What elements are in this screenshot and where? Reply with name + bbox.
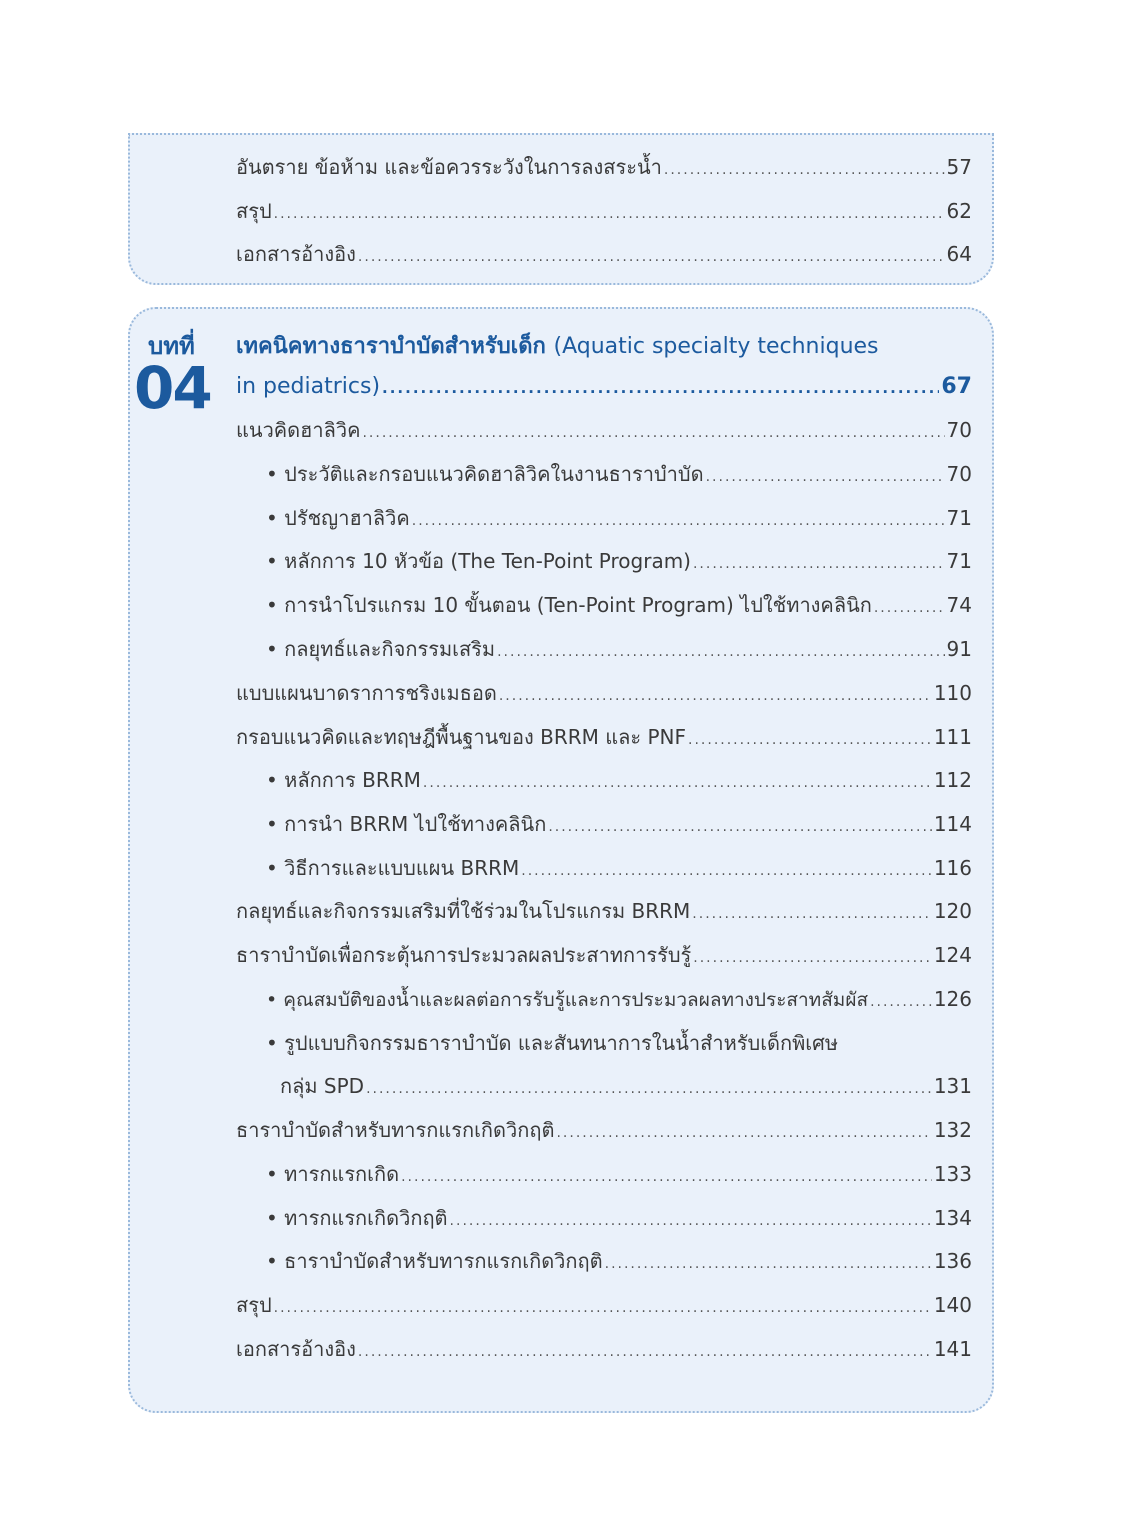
toc-entry-title: ธาราบำบัดเพื่อกระตุ้นการประมวลผลประสาทการรับรู้ — [236, 943, 692, 967]
toc-entry-title: เอกสารอ้างอิง — [236, 242, 356, 266]
toc-entry-title: • รูปแบบกิจกรรมธาราบำบัด และสันทนาการในน้ำสำหรับเด็กพิเศษ — [266, 1028, 838, 1058]
toc-entry-page: 120 — [933, 899, 972, 923]
toc-entry-title: • ปรัชญาฮาลิวิค — [266, 503, 410, 533]
toc-subentry[interactable] — [266, 853, 972, 883]
toc-entry[interactable] — [236, 678, 972, 708]
toc-entry-page: 116 — [933, 856, 972, 880]
toc-entry-title: • ประวัติและกรอบแนวคิดฮาลิวิคในงานธาราบำบัด — [266, 459, 704, 489]
toc-entry-page: 132 — [933, 1118, 972, 1142]
toc-entry-title: • วิธีการและแบบแผน BRRM — [266, 853, 519, 883]
leader-dots — [423, 768, 932, 798]
toc-entry[interactable] — [236, 896, 972, 926]
leader-dots — [664, 155, 945, 185]
toc-entry-title: • หลักการ 10 หัวข้อ (The Ten-Point Program) — [266, 546, 691, 576]
leader-dots — [688, 725, 932, 755]
toc-entry-title: กลุ่ม SPD — [280, 1074, 365, 1098]
leader-dots — [521, 856, 932, 886]
leader-dots — [366, 1074, 932, 1104]
leader-dots — [693, 943, 932, 973]
leader-dots — [692, 899, 932, 929]
toc-entry-title: แนวคิดฮาลิวิค — [236, 418, 361, 442]
chapter-title-english-cont: in pediatrics) — [236, 374, 381, 399]
toc-subentry[interactable] — [266, 459, 972, 489]
toc-subentry[interactable] — [266, 590, 972, 620]
chapter-title-thai: เทคนิคทางธาราบำบัดสำหรับเด็ก — [236, 334, 546, 359]
toc-entry[interactable] — [236, 239, 972, 269]
leader-dots — [358, 1337, 932, 1367]
toc-entry[interactable] — [236, 415, 972, 445]
toc-entry-title: • ทารกแรกเกิด — [266, 1159, 399, 1189]
leader-dots — [497, 637, 944, 667]
toc-entry-page: 141 — [933, 1337, 972, 1361]
toc-entry-page: 140 — [933, 1293, 972, 1317]
chapter-title[interactable] — [236, 328, 972, 363]
toc-entry-title: • หลักการ BRRM — [266, 765, 421, 795]
leader-dots — [548, 812, 931, 842]
leader-dots — [870, 987, 932, 1017]
toc-subentry[interactable] — [266, 765, 972, 795]
toc-entry-title: กรอบแนวคิดและทฤษฎีพื้นฐานของ BRRM และ PNF — [236, 725, 687, 749]
leader-dots — [274, 199, 945, 229]
toc-entry-page: 71 — [946, 506, 972, 530]
toc-entry-title: • การนำ BRRM ไปใช้ทางคลินิก — [266, 809, 546, 839]
toc-entry-page: 70 — [946, 418, 972, 442]
toc-entry[interactable] — [236, 1290, 972, 1320]
chapter-title-line2[interactable] — [236, 372, 972, 402]
toc-entry[interactable] — [236, 1334, 972, 1364]
leader-dots — [706, 462, 945, 492]
toc-entry[interactable] — [236, 722, 972, 752]
toc-subentry[interactable] — [266, 546, 972, 576]
toc-entry-title: ธาราบำบัดสำหรับทารกแรกเกิดวิกฤติ — [236, 1118, 555, 1142]
toc-entry-title: • ทารกแรกเกิดวิกฤติ — [266, 1203, 448, 1233]
leader-dots — [450, 1206, 932, 1236]
leader-dots — [874, 593, 945, 623]
toc-entry-title: • ธาราบำบัดสำหรับทารกแรกเกิดวิกฤติ — [266, 1246, 603, 1276]
toc-entry-title: แบบแผนบาดราการชริงเมธอด — [236, 681, 497, 705]
toc-entry-page: 136 — [933, 1249, 972, 1273]
toc-entry-title: กลยุทธ์และกิจกรรมเสริมที่ใช้ร่วมในโปรแกรม BRRM — [236, 899, 691, 923]
leader-dots — [362, 418, 944, 448]
toc-entry-title: เอกสารอ้างอิง — [236, 1337, 356, 1361]
leader-dots — [382, 373, 939, 403]
toc-subentry[interactable] — [266, 809, 972, 839]
toc-entry-title: • การนำโปรแกรม 10 ขั้นตอน (Ten-Point Program) ไปใช้ทางคลินิก — [266, 590, 872, 620]
leader-dots — [605, 1249, 932, 1279]
toc-entry-title: • กลยุทธ์และกิจกรรมเสริม — [266, 634, 495, 664]
toc-entry-title: • คุณสมบัติของน้ำและผลต่อการรับรู้และการประมวลผลทางประสาทสัมผัส — [266, 985, 868, 1015]
toc-entry-page: 74 — [946, 593, 972, 617]
toc-entry-title: สรุป — [236, 199, 272, 223]
toc-entry-page: 112 — [933, 768, 972, 792]
toc-entry-page: 134 — [933, 1206, 972, 1230]
toc-entry-page: 131 — [933, 1074, 972, 1098]
leader-dots — [693, 549, 945, 579]
toc-entry[interactable] — [236, 152, 972, 182]
toc-entry-page: 114 — [933, 812, 972, 836]
toc-subentry[interactable] — [266, 1203, 972, 1233]
chapter-page: 67 — [941, 374, 972, 399]
toc-subentry[interactable] — [266, 984, 972, 1014]
toc-entry-page: 64 — [946, 242, 972, 266]
toc-entry-page: 62 — [946, 199, 972, 223]
leader-dots — [401, 1162, 932, 1192]
toc-entry-page: 110 — [933, 681, 972, 705]
toc-entry-title: อันตราย ข้อห้าม และข้อควรระวังในการลงสระน้ำ — [236, 155, 662, 179]
chapter-title-english: (Aquatic specialty techniques — [553, 334, 879, 359]
toc-subentry[interactable] — [266, 1159, 972, 1189]
toc-entry-page: 133 — [933, 1162, 972, 1186]
toc-entry[interactable] — [236, 196, 972, 226]
toc-subentry[interactable] — [266, 1028, 972, 1058]
toc-entry[interactable] — [236, 1115, 972, 1145]
toc-entry-page: 57 — [946, 155, 972, 179]
toc-entry-title: สรุป — [236, 1293, 272, 1317]
toc-entry-page: 71 — [946, 549, 972, 573]
leader-dots — [556, 1118, 931, 1148]
leader-dots — [358, 242, 945, 272]
toc-entry-page: 70 — [946, 462, 972, 486]
toc-entry-page: 91 — [946, 637, 972, 661]
toc-entry-page: 124 — [933, 943, 972, 967]
chapter-number: 04 — [134, 354, 211, 422]
toc-entry-page: 126 — [933, 987, 972, 1011]
chapter-label: บทที่ — [148, 332, 195, 360]
toc-subentry[interactable] — [266, 1246, 972, 1276]
toc-entry-page: 111 — [933, 725, 972, 749]
leader-dots — [499, 681, 932, 711]
toc-subentry[interactable] — [266, 503, 972, 533]
leader-dots — [412, 506, 945, 536]
leader-dots — [274, 1293, 932, 1323]
toc-entry[interactable] — [236, 940, 972, 970]
toc-subentry[interactable] — [266, 634, 972, 664]
toc-subentry-continuation[interactable] — [280, 1071, 972, 1101]
